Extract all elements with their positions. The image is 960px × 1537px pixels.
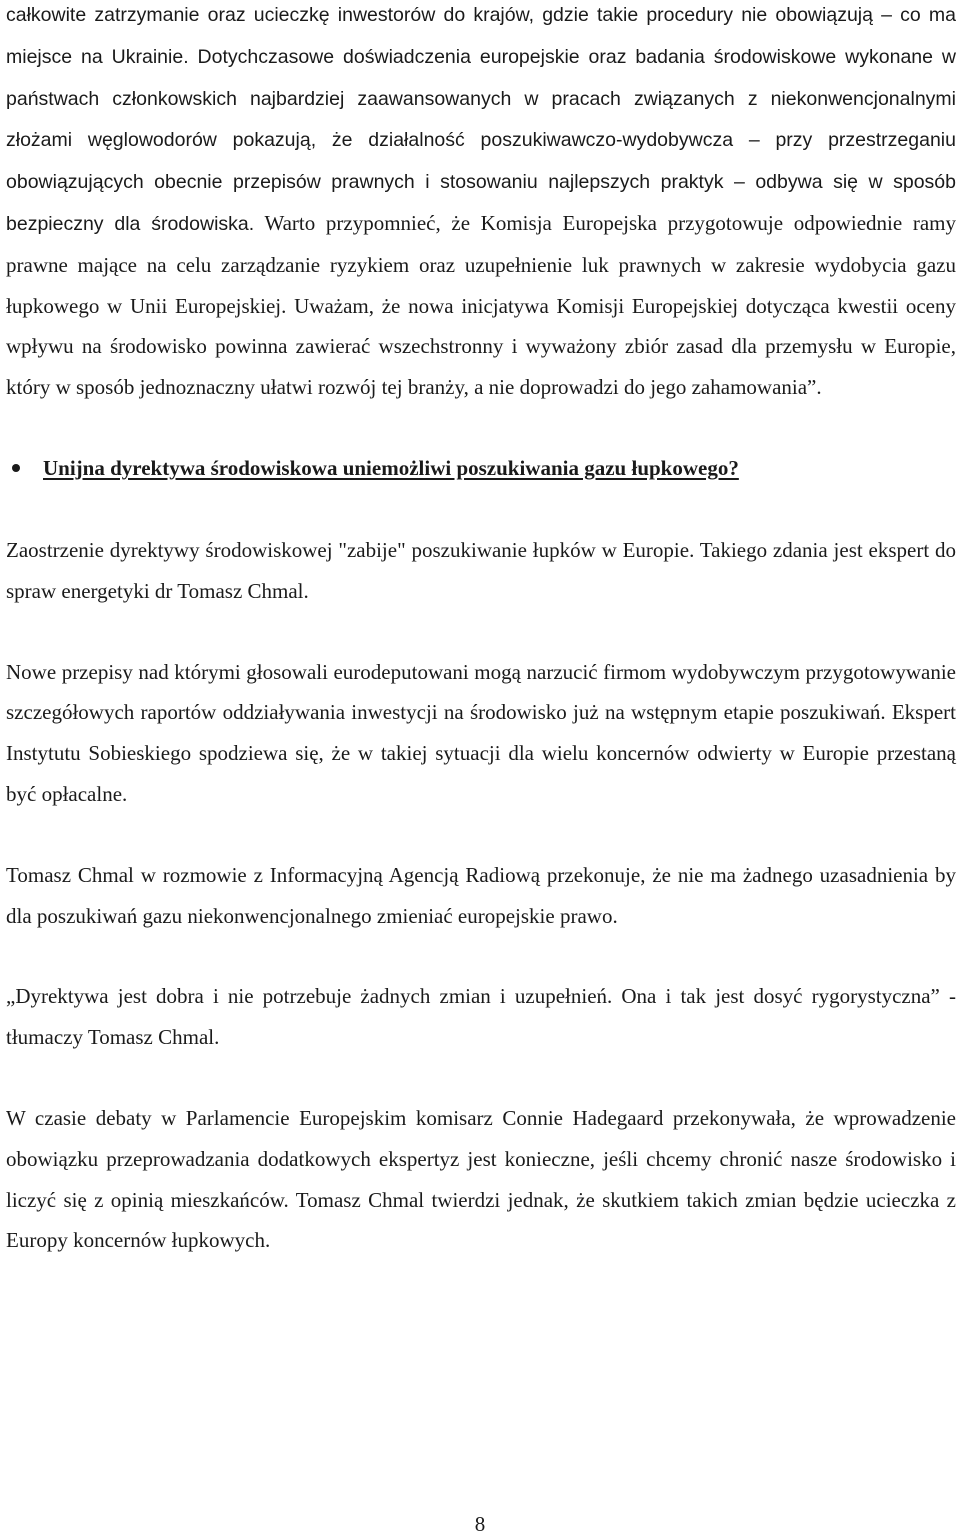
paragraph-intro: [6, 0, 956, 408]
paragraph-intro-serif-part: Warto przypomnieć, że Komisja Europejska przygotowuje odpowiednie ramy prawne mające na celu zarządzanie ryzykiem oraz uzupełnienie luk prawnych w zakresie wydobycia gazu łupkowego w Unii Europejskiej. Uważam, że nowa inicjatywa Komisji Europejskiej dotycząca kwestii oceny wpływu na środowisko powinna zawierać wszechstronny i wyważony zbiór zasad dla przemysłu w Europie, który w sposób jednoznaczny ułatwi rozwój tej branży, a nie doprowadzi do jego zahamowania”.: [6, 210, 956, 400]
page-number: 8: [474, 1512, 486, 1536]
paragraph-4: Tomasz Chmal w rozmowie z Informacyjną Agencją Radiową przekonuje, że nie ma żadnego uzasadnienia by dla poszukiwań gazu niekonwencjonalnego zmieniać europejskie prawo.: [6, 862, 956, 928]
paragraph-2: Zaostrzenie dyrektywy środowiskowej "zabije" poszukiwanie łupków w Europie. Takiego zdania jest ekspert do spraw energetyki dr Tomasz Chmal.: [6, 537, 956, 603]
paragraph-6: W czasie debaty w Parlamencie Europejskim komisarz Connie Hadegaard przekonywała, że wprowadzenie obowiązku przeprowadzania dodatkowych ekspertyz jest konieczne, jeśli chcemy chronić nasze środowisko i liczyć się z opinią mieszkańców. Tomasz Chmal twierdzi jednak, że skutkiem takich zmian będzie ucieczka z Europy koncernów łupkowych.: [6, 1105, 956, 1253]
document-page: [6, 0, 956, 1261]
paragraph-spacer: [6, 612, 956, 652]
paragraph-spacer: [6, 936, 956, 976]
paragraph-intro-sans-part: całkowite zatrzymanie oraz ucieczkę inwestorów do krajów, gdzie takie procedury nie obowiązują – co ma miejsce na Ukrainie. Dotychczasowe doświadczenia europejskie oraz badania środowiskowe wykonane w państwach członkowskich najbardziej zaawansowanych w pracach związanych z niekonwencjonalnymi złożami węglowodorów pokazują, że działalność poszukiwawczo-wydobywcza – przy przestrzeganiu obowiązujących obecnie przepisów prawnych i stosowaniu najlepszych praktyk – odbywa się w sposób bezpieczny dla środowiska.: [6, 4, 956, 235]
paragraph-3: Nowe przepisy nad którymi głosowali eurodeputowani mogą narzucić firmom wydobywczym przygotowywanie szczegółowych raportów oddziaływania inwestycji na środowisko już na wstępnym etapie poszukiwań. Ekspert Instytutu Sobieskiego spodziewa się, że w takiej sytuacji dla wielu koncernów odwierty w Europie przestaną być opłacalne.: [6, 659, 956, 806]
paragraph-spacer: [6, 815, 956, 855]
paragraph-spacer: [6, 1058, 956, 1098]
paragraph-5-quote: „Dyrektywa jest dobra i nie potrzebuje żadnych zmian i uzupełnień. Ona i tak jest dosyć rygorystyczna” - tłumaczy Tomasz Chmal.: [6, 984, 956, 1050]
bullet-heading-row: [6, 448, 956, 488]
section-heading: Unijna dyrektywa środowiskowa uniemożliwi poszukiwania gazu łupkowego?: [43, 455, 739, 480]
bullet-icon: [12, 464, 20, 472]
